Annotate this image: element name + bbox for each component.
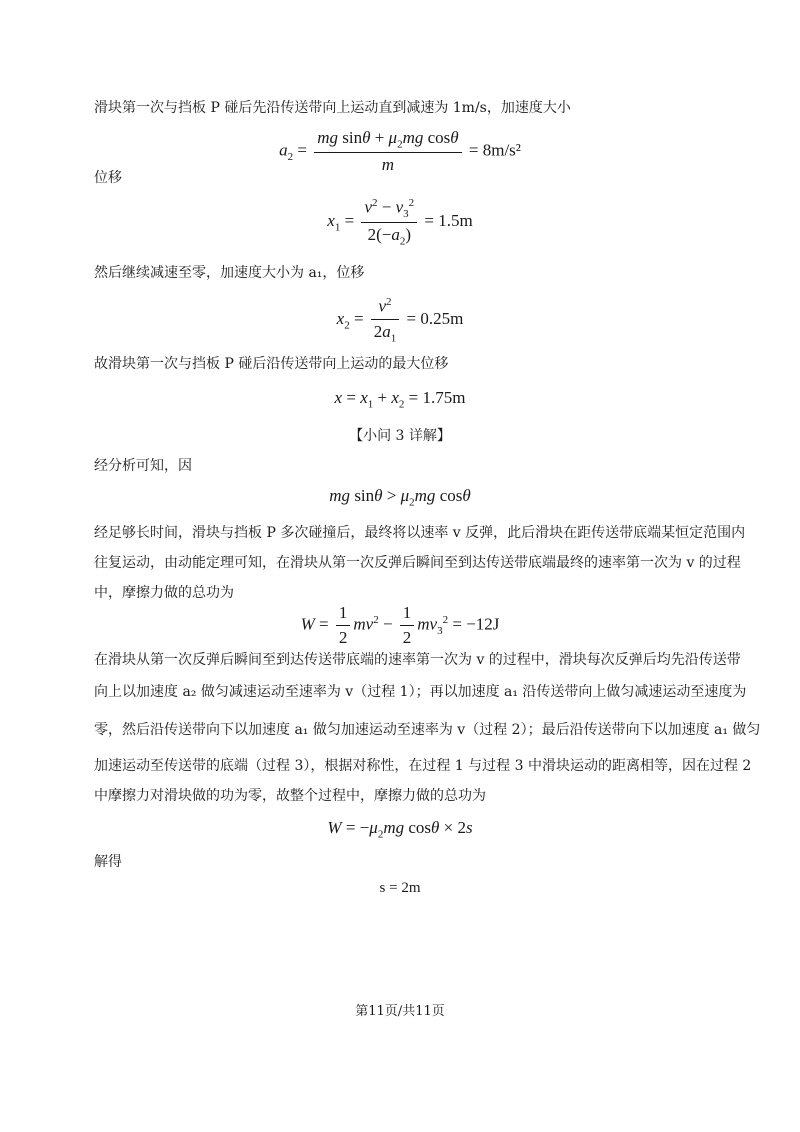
equation-w1: W = $\frac{1}{2}$ $mv^2$ − $\frac{1}{2}$ $mv_3^2 = -12J$ (300, 603, 500, 647)
paragraph-8: 解得 (94, 854, 122, 870)
paragraph-6b: 往复运动，由动能定理可知，在滑块从第一次反弹后瞬间至到达传送带底端最终的速率第一次为 v 的过程 (94, 555, 741, 571)
paragraph-2: 位移 (94, 170, 122, 186)
page-footer: 第11页/共11页 (355, 1004, 445, 1019)
equation-x1: $x_1$ = $\frac{v^2 - v_3^2}{2(-a_2)}$ = 1.5m (327, 197, 473, 248)
paragraph-7d: 加速运动至传送带的底端（过程 3），根据对称性，在过程 1 与过程 3 中滑块运动的距离相等，因在过程 2 (94, 758, 752, 774)
equation-x2: $x_2$ = $\frac{v^2}{2a_1}$ = 0.25m (336, 296, 464, 345)
equation-a2: $a_2$ = $\frac{mg \sin\theta + \mu_2mg \cos\theta}{m}$ = 8m/s² (279, 128, 521, 175)
x1-result: = 1.5m (424, 211, 473, 231)
w1-result: = −12J (452, 614, 500, 634)
paragraph-7c: 零，然后沿传送带向下以加速度 a₁ 做匀加速运动至速率为 v（过程 2）；最后沿传送带向下以加速度 a₁ 做匀 (94, 722, 761, 738)
paragraph-3: 然后继续减速至零，加速度大小为 a₁，位移 (94, 265, 365, 281)
paragraph-7e: 中摩擦力对滑块做的功为零，故整个过程中，摩擦力做的总功为 (94, 788, 486, 804)
equation-inequality: mg $\sin\theta > \mu_2mg$ cosθ (329, 486, 471, 509)
equation-x: $x = x_1 + x_2 = 1.75m$ (334, 388, 466, 411)
x-result: = 1.75m (408, 388, 466, 407)
paragraph-6a: 经足够长时间，滑块与挡板 P 多次碰撞后，最终将以速率 v 反弹，此后滑块在距传送带底端某恒定范围内 (94, 525, 746, 541)
equation-s: s = 2m (379, 880, 421, 896)
equation-w2: $W = -\mu_2mg$ cosθ × 2s (327, 818, 473, 841)
a2-result: = 8m/s² (468, 140, 521, 160)
paragraph-7a: 在滑块从第一次反弹后瞬间至到达传送带底端的速率第一次为 v 的过程中，滑块每次反弹后均先沿传送带 (94, 652, 741, 668)
paragraph-7b: 向上以加速度 a₂ 做匀减速运动至速率为 v（过程 1）；再以加速度 a₁ 沿传送带向上做匀减速运动至速度为 (94, 684, 747, 700)
x2-result: = 0.25m (406, 308, 464, 328)
paragraph-6c: 中，摩擦力做的总功为 (94, 585, 234, 601)
paragraph-5: 经分析可知，因 (94, 458, 192, 474)
paragraph-1: 滑块第一次与挡板 P 碰后先沿传送带向上运动直到减速为 1m/s，加速度大小 (94, 100, 571, 116)
section-heading: 【小问 3 详解】 (349, 428, 451, 444)
paragraph-4: 故滑块第一次与挡板 P 碰后沿传送带向上运动的最大位移 (94, 356, 449, 372)
